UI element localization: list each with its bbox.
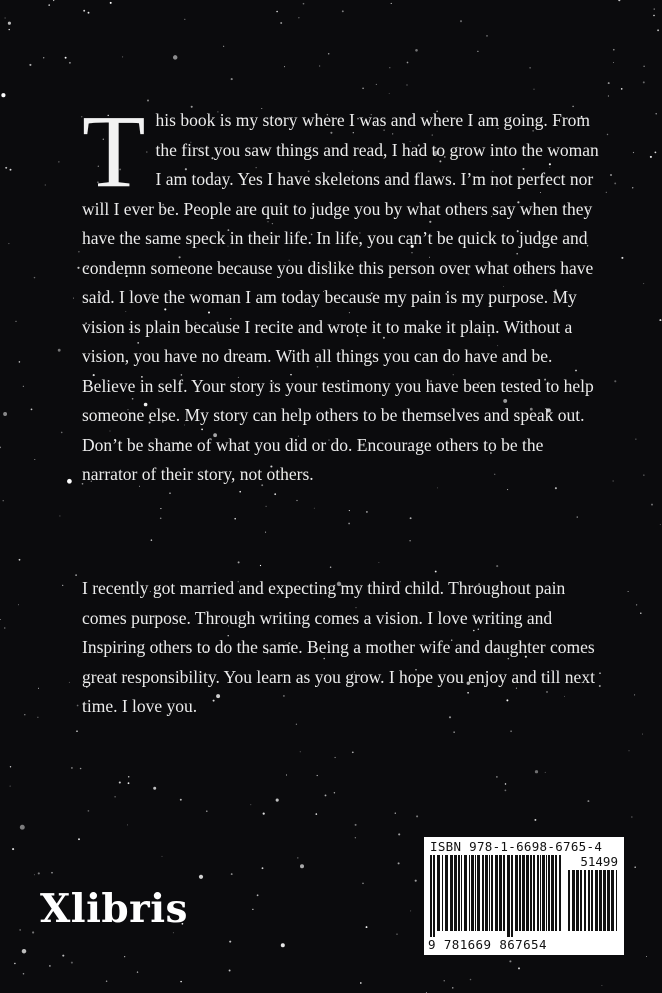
star	[444, 980, 445, 981]
star	[646, 956, 647, 957]
barcode-bar	[526, 855, 529, 931]
star	[632, 187, 633, 188]
star	[127, 824, 128, 825]
star	[635, 439, 636, 440]
star	[325, 794, 327, 796]
star	[378, 562, 379, 563]
star	[229, 970, 231, 972]
star	[518, 967, 520, 969]
star	[180, 981, 181, 982]
star	[34, 874, 35, 875]
star	[71, 962, 73, 964]
star	[276, 799, 279, 802]
star	[643, 475, 644, 476]
star	[659, 319, 661, 321]
star	[199, 875, 203, 879]
star	[8, 22, 11, 25]
star	[24, 714, 25, 715]
star	[655, 152, 657, 154]
star	[614, 182, 616, 184]
star	[298, 17, 299, 18]
isbn-barcode	[424, 837, 624, 955]
star	[314, 508, 315, 509]
star	[534, 89, 535, 90]
star	[10, 766, 11, 767]
star	[12, 848, 14, 850]
star	[334, 757, 335, 758]
star	[286, 774, 287, 775]
star	[38, 872, 40, 874]
star	[355, 824, 357, 826]
star	[316, 813, 318, 815]
star	[23, 973, 25, 975]
star	[37, 717, 38, 718]
star	[435, 571, 437, 573]
star	[5, 17, 6, 18]
star	[23, 386, 24, 387]
star	[137, 971, 138, 972]
star	[366, 511, 368, 513]
star	[250, 804, 251, 805]
barcode-bar	[546, 855, 547, 931]
star	[128, 782, 130, 784]
barcode-bar	[599, 870, 602, 931]
star	[119, 781, 121, 783]
star	[128, 776, 130, 778]
star	[62, 955, 64, 957]
star	[160, 518, 162, 520]
isbn-label: ISBN 978-1-6698-6765-4	[430, 839, 603, 854]
barcode-bar	[485, 855, 488, 931]
star	[20, 929, 21, 930]
barcode-bar	[555, 855, 557, 931]
star	[651, 504, 653, 506]
star	[265, 506, 266, 507]
star	[613, 62, 614, 63]
star	[486, 35, 488, 37]
star	[223, 46, 224, 47]
star	[151, 539, 153, 541]
star	[640, 613, 641, 614]
star	[330, 567, 331, 568]
barcode-bar	[584, 870, 586, 931]
star	[38, 688, 39, 689]
barcode-bar	[616, 870, 617, 931]
star	[655, 113, 656, 114]
star	[300, 864, 304, 868]
star	[276, 11, 278, 13]
star	[83, 10, 85, 12]
star	[631, 817, 632, 818]
star	[34, 277, 35, 278]
star	[296, 724, 297, 725]
star	[43, 57, 44, 58]
star	[505, 790, 507, 792]
barcode-bar	[548, 855, 550, 931]
star	[62, 585, 63, 586]
barcode-bar	[458, 855, 460, 931]
star	[636, 604, 637, 605]
star	[452, 987, 453, 988]
star	[88, 810, 90, 812]
paragraph-1	[82, 94, 602, 490]
star	[234, 518, 236, 520]
star	[610, 174, 612, 176]
star	[265, 532, 266, 533]
star	[10, 786, 11, 787]
star	[15, 321, 16, 322]
star	[19, 361, 21, 363]
star	[110, 2, 112, 4]
star	[607, 134, 608, 135]
star	[529, 67, 530, 68]
star	[477, 51, 478, 52]
star	[80, 768, 82, 770]
star	[342, 10, 344, 12]
star	[534, 819, 536, 821]
barcode-bar	[469, 855, 470, 931]
star	[257, 894, 259, 896]
star	[0, 446, 1, 448]
star	[416, 815, 418, 817]
star	[629, 750, 630, 751]
star	[162, 856, 163, 857]
barcode-bar	[495, 855, 498, 931]
star	[0, 619, 1, 620]
star	[69, 682, 70, 683]
star	[376, 84, 377, 85]
star	[9, 29, 10, 30]
star	[106, 980, 107, 981]
star	[496, 776, 498, 778]
star	[71, 767, 73, 769]
star	[173, 55, 177, 59]
star	[73, 298, 74, 299]
barcode-bar	[430, 855, 432, 937]
star	[260, 565, 261, 566]
star	[252, 909, 253, 910]
ean-number: 9 781669 867654	[428, 937, 547, 952]
star	[545, 772, 546, 773]
star	[160, 508, 161, 509]
barcode-bar	[522, 855, 525, 931]
star	[601, 985, 602, 986]
barcode-bar	[603, 870, 606, 931]
star	[48, 4, 50, 6]
barcode-bar	[442, 855, 443, 931]
dropcap-letter: T	[82, 94, 146, 209]
star	[31, 409, 33, 411]
star	[22, 949, 27, 954]
barcode-bar	[551, 855, 554, 931]
star	[650, 156, 652, 158]
star	[406, 84, 407, 85]
star	[239, 491, 241, 493]
barcode-bar	[568, 870, 570, 931]
star	[608, 95, 609, 96]
star	[470, 979, 472, 981]
barcode-bar	[461, 855, 462, 931]
star	[3, 412, 7, 416]
barcode-bar	[503, 855, 505, 931]
star	[67, 479, 72, 484]
star	[362, 883, 363, 884]
star	[510, 730, 512, 732]
star	[274, 493, 276, 495]
star	[389, 67, 390, 68]
star	[608, 82, 610, 84]
star	[32, 931, 34, 933]
star	[643, 283, 644, 284]
star	[59, 515, 60, 516]
star	[496, 565, 498, 567]
star	[49, 965, 51, 967]
star	[173, 932, 174, 933]
barcode-bar	[437, 855, 440, 931]
star	[349, 510, 350, 511]
star	[643, 66, 644, 67]
star	[505, 783, 506, 784]
star	[410, 517, 412, 519]
star	[454, 732, 455, 733]
barcode-bar	[450, 855, 453, 931]
star	[328, 53, 330, 55]
star	[654, 9, 655, 10]
barcode-bar	[471, 855, 474, 931]
star	[124, 956, 125, 957]
star	[334, 792, 335, 793]
star	[69, 62, 71, 64]
barcode-bar	[607, 870, 610, 931]
barcode-bar	[572, 870, 575, 931]
paragraph-2: I recently got married and expecting my third child. Throughout pain comes purpose. Through writing comes a vision. I love writing and Inspiring others to do the same. Being a mother wife and daughter comes great responsibility. You learn as you grow. I hope you enjoy and till next time. I love you.	[82, 578, 595, 716]
star	[395, 813, 396, 814]
star	[58, 161, 59, 162]
barcode-bar	[507, 855, 510, 937]
ean-barcode-bars	[430, 855, 562, 937]
star	[613, 481, 614, 482]
star	[77, 267, 79, 269]
star	[407, 62, 409, 64]
barcode-bar	[464, 855, 467, 931]
star	[634, 866, 636, 868]
star	[231, 873, 233, 875]
star	[147, 99, 149, 101]
barcode-bar	[542, 855, 545, 931]
star	[34, 459, 35, 460]
barcode-bar	[530, 855, 532, 931]
star	[398, 862, 400, 864]
star	[389, 93, 390, 94]
star	[78, 251, 79, 252]
star	[643, 81, 645, 83]
barcode-bar	[489, 855, 490, 931]
star	[415, 880, 417, 882]
star	[122, 56, 123, 57]
barcode-bar	[454, 855, 457, 931]
barcode-bar	[475, 855, 476, 931]
star	[606, 192, 607, 193]
star	[114, 796, 116, 798]
star	[77, 705, 79, 707]
barcode-bar	[515, 855, 518, 931]
star	[231, 78, 233, 80]
star	[460, 20, 462, 22]
star	[618, 0, 620, 1]
star	[319, 66, 320, 67]
star	[75, 574, 77, 576]
star	[5, 167, 7, 169]
star	[20, 825, 25, 830]
star	[281, 943, 285, 947]
star	[621, 88, 623, 90]
barcode-bar	[519, 855, 521, 931]
barcode-bar	[537, 855, 539, 931]
star	[229, 941, 231, 943]
star	[76, 730, 77, 731]
star	[535, 770, 538, 773]
star	[14, 963, 15, 964]
star	[509, 960, 511, 962]
star	[397, 934, 398, 935]
star	[280, 22, 282, 24]
star	[633, 152, 634, 153]
star	[634, 694, 635, 695]
star	[587, 800, 589, 802]
star	[3, 500, 4, 501]
back-cover-text	[82, 94, 602, 716]
star	[317, 775, 318, 776]
barcode-bar	[491, 855, 493, 931]
star	[415, 49, 418, 52]
star	[297, 857, 298, 858]
star	[206, 810, 207, 811]
barcode-bar	[477, 855, 480, 931]
barcode-bar	[591, 870, 593, 931]
barcode-bar	[588, 870, 590, 931]
star	[628, 591, 629, 592]
star	[1, 93, 5, 97]
star	[263, 813, 265, 815]
star	[660, 524, 661, 525]
star	[184, 19, 185, 20]
star	[61, 432, 63, 434]
star	[65, 57, 67, 59]
addon-barcode-bars	[568, 870, 618, 937]
star	[577, 517, 578, 518]
barcode-bar	[499, 855, 502, 931]
star	[409, 540, 410, 541]
star	[29, 64, 31, 66]
star	[360, 982, 362, 984]
star	[355, 837, 356, 838]
star	[296, 500, 297, 501]
star	[88, 12, 90, 14]
star	[262, 867, 264, 869]
star	[398, 833, 400, 835]
barcode-bar	[611, 870, 614, 931]
star	[19, 559, 21, 561]
star	[153, 787, 156, 790]
star	[18, 604, 19, 605]
star	[653, 15, 654, 16]
star	[303, 3, 305, 5]
star	[391, 3, 392, 4]
star	[352, 751, 354, 753]
star	[410, 910, 411, 911]
star	[613, 49, 615, 51]
price-addon-number: 51499	[580, 854, 618, 869]
star	[78, 838, 80, 840]
star	[4, 627, 5, 628]
barcode-bar	[580, 870, 582, 931]
star	[45, 184, 46, 185]
star	[621, 257, 623, 259]
star	[8, 243, 9, 244]
barcode-bar	[445, 855, 448, 931]
star	[51, 872, 53, 874]
star	[53, 0, 54, 1]
star	[348, 523, 350, 525]
barcode-bar	[595, 870, 598, 931]
star	[657, 29, 659, 31]
star	[180, 799, 182, 801]
star	[58, 349, 61, 352]
star	[169, 492, 171, 494]
star	[284, 66, 285, 67]
star	[238, 561, 240, 563]
star	[362, 87, 364, 89]
publisher-logo: Xlibris	[40, 886, 188, 932]
paragraph-1-text: his book is my story where I was and where I am going. From the first you saw things and read, I had to grow into the woman I am today. Yes I have skeletons and flaws. I’m not perfect nor will I ever be. People are quit to judge you by what others say when they have the same speck in their life. In life, you can’t be quick to judge and condemn someone because you dislike this person over what others have said. I love the woman I am today because my pain is my purpose. My vision is plain because I recite and wrote it to make it plain. Without a vision, you have no dream. With all things you can do have and be. Believe in self. Your story is your testimony you have been tested to help someone else. My story can help others to be themselves and speak out. Don’t be shame of what you did or do. Encourage others to be the narrator of their story, not others.	[82, 110, 599, 484]
barcode-bar	[482, 855, 484, 931]
barcode-bar	[576, 870, 579, 931]
star	[300, 751, 301, 752]
barcode-bar	[533, 855, 535, 931]
barcode-bar	[559, 855, 561, 931]
star	[642, 734, 643, 735]
star	[366, 926, 368, 928]
barcode-bar	[433, 855, 435, 937]
star	[614, 380, 616, 382]
barcode-bar	[540, 855, 541, 931]
barcode-bar	[511, 855, 513, 937]
star	[10, 169, 12, 171]
